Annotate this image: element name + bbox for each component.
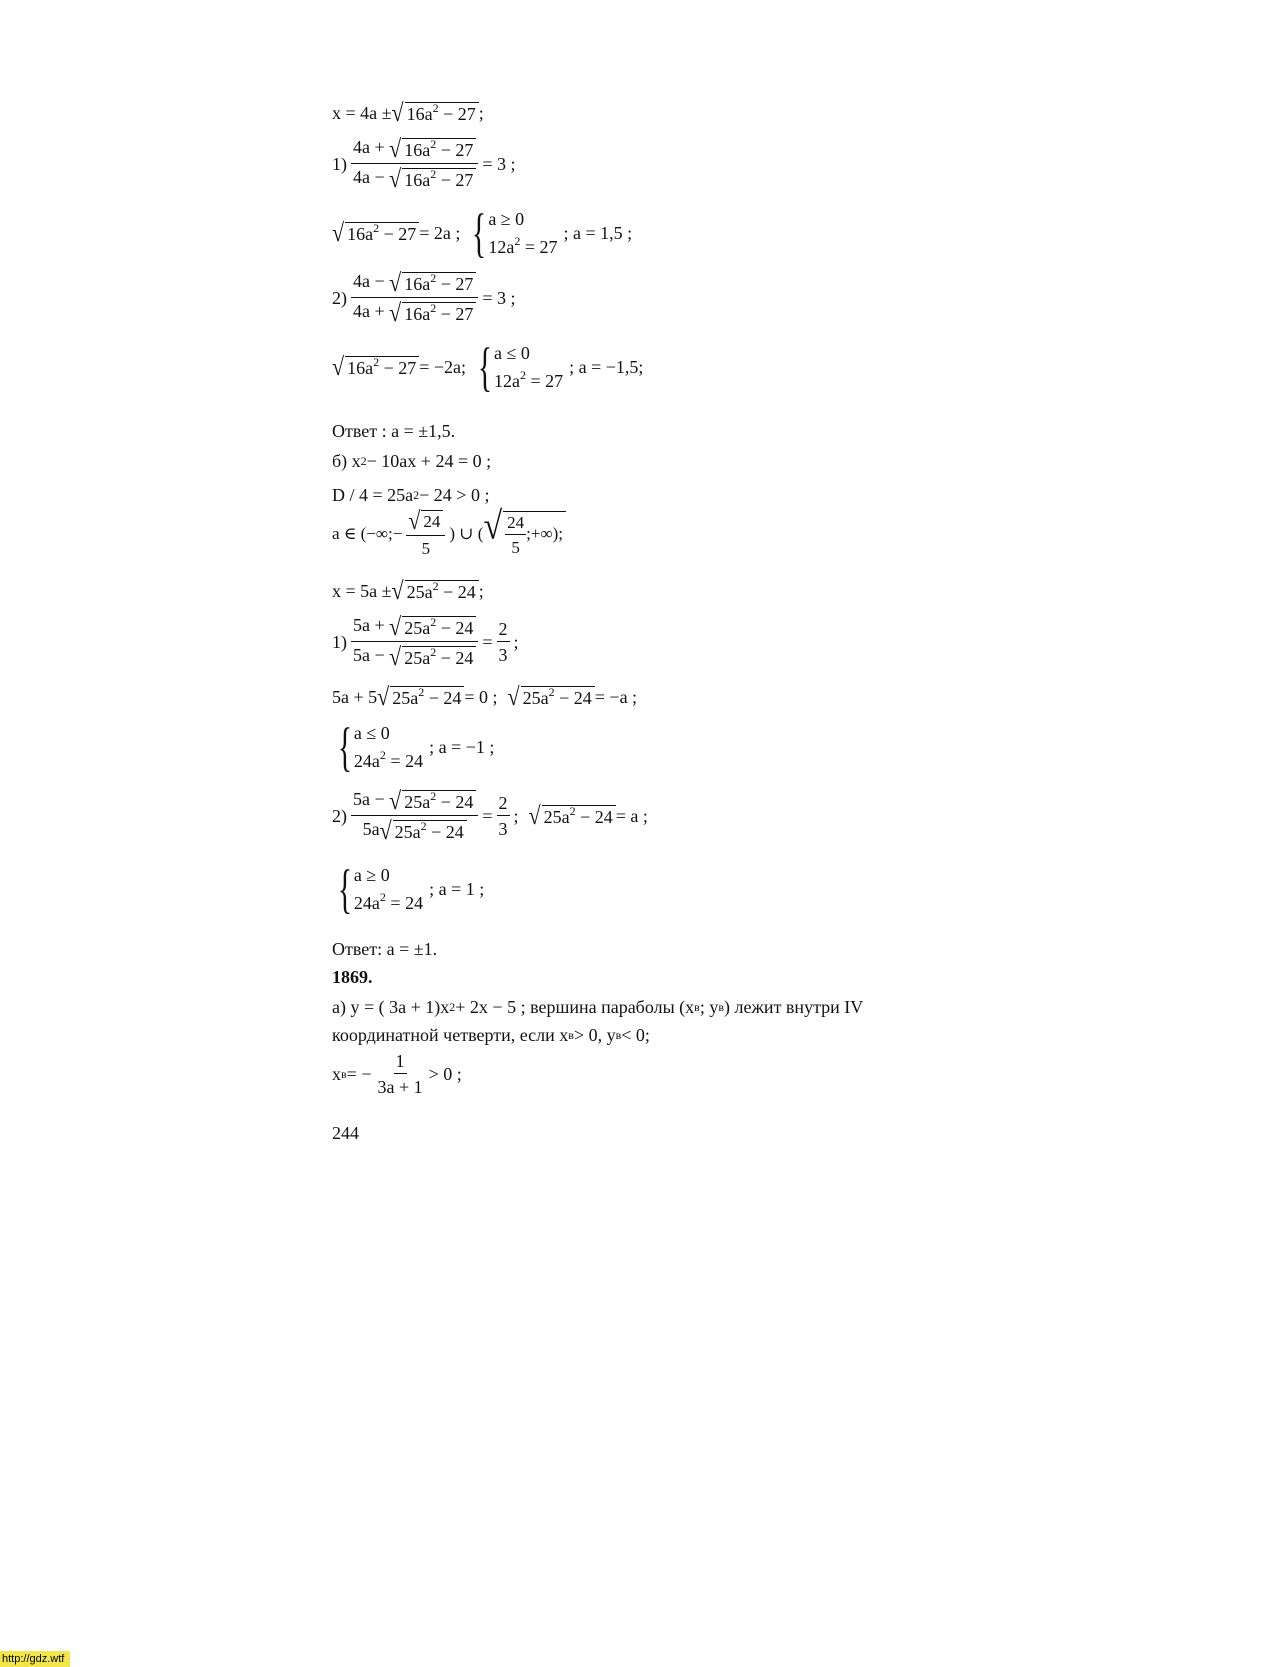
- problem-a-line-2: координатной четверти, если x в > 0, y в < 0;: [332, 1025, 650, 1045]
- fraction: $\frac{2}{3}$: [498, 619, 508, 665]
- text: ;: [478, 103, 484, 123]
- radical: √ $\frac{24}{5}$ ;+∞);: [483, 511, 566, 556]
- fraction: 5a + √ $25a^2 - 24$ 5a − √ $25a^2 - 24$: [351, 616, 478, 668]
- equation-line-f3: 1) 5a + √ $25a^2 - 24$ 5a − √ $25a^2 - 24$ = $\frac{2}{3}$ ;: [332, 612, 519, 671]
- equation-line-b: б) x 2 − 10ax + 24 = 0 ;: [332, 451, 492, 471]
- fraction: 5a − √ $25a^2 - 24$ 5a √ $25a^2 - 24$: [351, 790, 478, 842]
- text: x = 4a ±: [332, 103, 392, 123]
- problem-number: 1869.: [332, 967, 373, 987]
- item-number: 1): [332, 154, 347, 174]
- fraction: $\frac{1}{3a + 1}$: [377, 1051, 423, 1097]
- item-number: 1): [332, 632, 347, 652]
- equation-line-1: [332, 98, 484, 127]
- text: ; a = −1,5;: [569, 357, 644, 377]
- answer-1: Ответ : a = ±1,5.: [332, 421, 456, 441]
- system: { a ≤ 0 $12a^2 = 27$: [477, 337, 564, 397]
- equation-line-5: [332, 337, 644, 397]
- equation-line-2: [332, 134, 516, 193]
- item-number: 2): [332, 806, 347, 826]
- text: ; a = 1,5 ;: [563, 223, 633, 243]
- text: = −2a;: [419, 357, 467, 377]
- system: { a ≥ 0 $12a^2 = 27$: [472, 203, 558, 263]
- text: = 2a ;: [419, 223, 461, 243]
- text: = 3 ;: [482, 288, 516, 308]
- fraction: 4a + √ $16a^2 - 27$ 4a − √ $16a^2 - 27$: [351, 138, 478, 190]
- radical: √ $16a^2 - 27$: [332, 356, 419, 378]
- item-number: 2): [332, 288, 347, 308]
- radical: √ $16a^2 - 27$: [332, 222, 419, 244]
- equation-line-d: D / 4 = 25a 2 − 24 > 0 ;: [332, 485, 490, 505]
- equation-line-16: { a ≥ 0 $24a^2 = 24$ ; a = 1 ;: [337, 859, 485, 919]
- equation-line-14: { a ≤ 0 $24a^2 = 24$ ; a = −1 ;: [337, 717, 495, 777]
- page-number: 244: [332, 1123, 359, 1143]
- equation-line-3: [332, 203, 633, 263]
- equation-line-xv: x в = − $\frac{1}{3a + 1}$ > 0 ;: [332, 1051, 462, 1097]
- equation-line-f4: 2) 5a − √ $25a^2 - 24$ 5a √ $25a^2 - 24$ = $\frac{2}{3}$ ; √ $25a^2 - 24$ = a ;: [332, 786, 648, 845]
- fraction: $\frac{2}{3}$: [498, 793, 508, 839]
- equation-line-x5: x = 5a ± √ $25a^2 - 24$ ;: [332, 576, 484, 605]
- problem-a-line: а) y = ( 3a + 1)x 2 + 2x − 5 ; вершина параболы (x в ; y в ) лежит внутри IV: [332, 997, 864, 1017]
- interval-line: a ∈ (−∞;− √ 24 5 ) ∪ ( √ $\frac{24}{5}$ ;+∞);: [332, 510, 566, 557]
- answer-2: Ответ: a = ±1.: [332, 939, 438, 959]
- text: = 3 ;: [482, 154, 516, 174]
- fraction: √ 24 5: [406, 510, 445, 557]
- fraction: 4a − √ $16a^2 - 27$ 4a + √ $16a^2 - 27$: [351, 272, 478, 324]
- radical: √ $16a^2 - 27$: [392, 102, 479, 124]
- equation-line-13: 5a + 5 √ $25a^2 - 24$ = 0 ; √ $25a^2 - 24$ = −a ;: [332, 682, 638, 711]
- footer-link[interactable]: http://gdz.wtf: [0, 1651, 70, 1667]
- equation-line-4: [332, 268, 516, 327]
